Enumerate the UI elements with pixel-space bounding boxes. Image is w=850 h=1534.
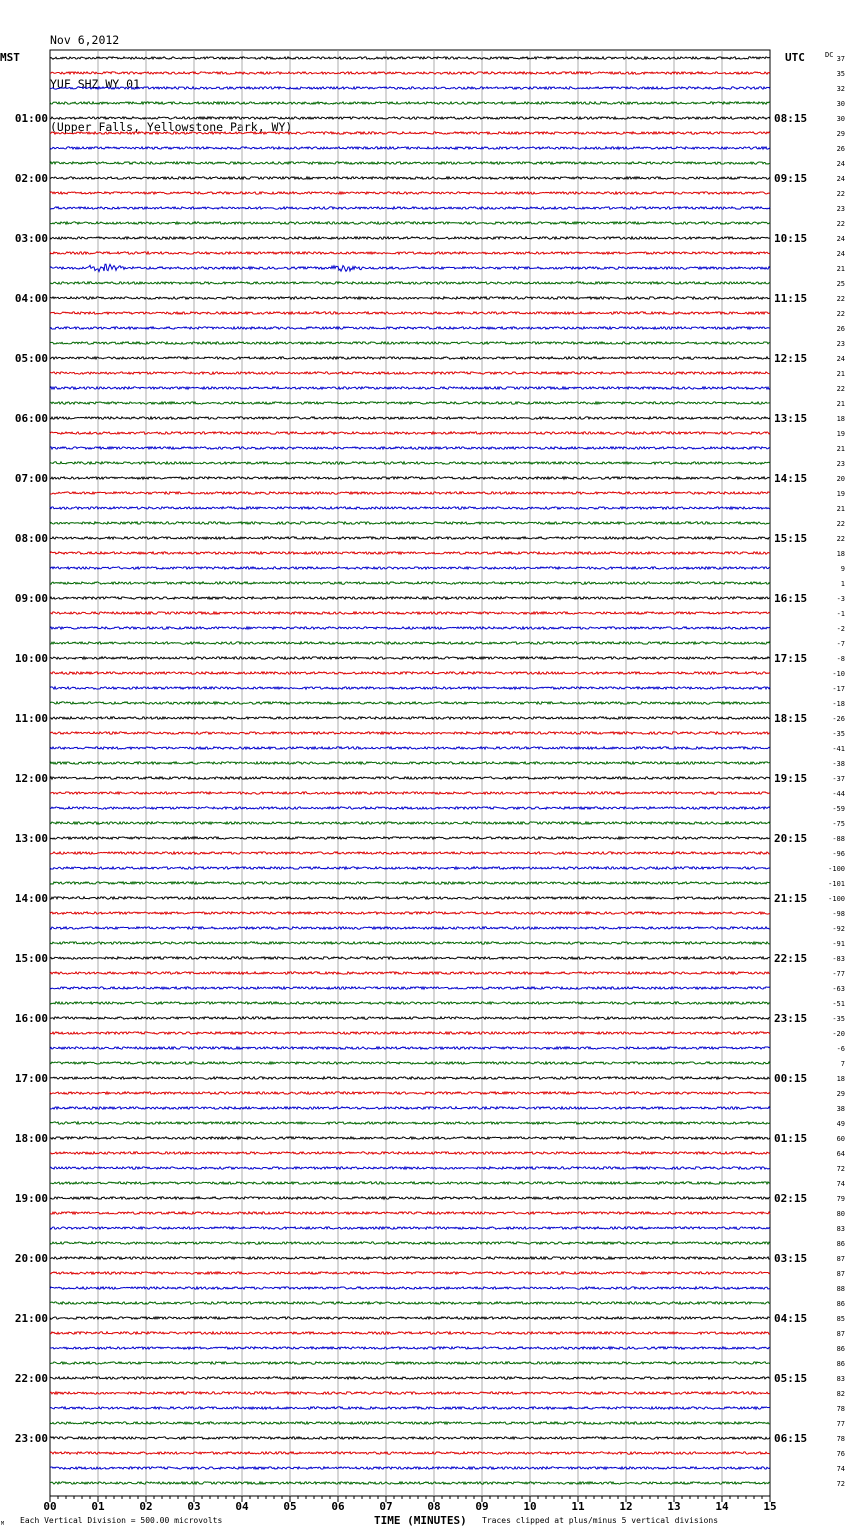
dc-offset-56: -100 — [828, 895, 845, 903]
dc-offset-13: 24 — [836, 250, 845, 258]
dc-offset-67: 7 — [840, 1060, 845, 1068]
trace-48 — [50, 777, 770, 779]
x-tick-label: 15 — [763, 1500, 777, 1513]
dc-offset-28: 20 — [836, 475, 845, 483]
trace-49 — [50, 792, 770, 794]
trace-67 — [50, 1062, 770, 1064]
dc-offset-71: 49 — [836, 1120, 845, 1128]
dc-offset-91: 77 — [836, 1420, 845, 1428]
trace-24 — [50, 417, 770, 419]
x-tick-label: 11 — [571, 1500, 585, 1513]
hour-label-left: 15:00 — [14, 952, 48, 965]
dc-offset-62: -63 — [832, 985, 845, 993]
dc-offset-43: -18 — [832, 700, 845, 708]
trace-70 — [50, 1107, 770, 1109]
hour-label-right: 22:15 — [774, 952, 808, 965]
dc-offset-11: 22 — [836, 220, 845, 228]
trace-60 — [50, 957, 770, 959]
trace-84 — [50, 1317, 770, 1319]
trace-6 — [50, 147, 770, 149]
dc-offset-26: 21 — [836, 445, 845, 453]
dc-offset-1: 35 — [836, 70, 845, 78]
hour-label-left: 01:00 — [14, 112, 48, 125]
trace-25 — [50, 432, 770, 434]
trace-71 — [50, 1122, 770, 1124]
trace-73 — [50, 1152, 770, 1154]
trace-65 — [50, 1032, 770, 1034]
trace-13 — [50, 252, 770, 254]
hour-label-right: 09:15 — [774, 172, 808, 185]
dc-offset-85: 87 — [836, 1330, 845, 1338]
dc-offset-81: 87 — [836, 1270, 845, 1278]
trace-39 — [50, 642, 770, 644]
dc-offset-52: -88 — [832, 835, 845, 843]
hour-label-right: 18:15 — [774, 712, 808, 725]
hour-label-right: 08:15 — [774, 112, 808, 125]
trace-21 — [50, 372, 770, 374]
corner-mark: M — [1, 1521, 5, 1527]
dc-offset-42: -17 — [832, 685, 845, 693]
dc-offset-87: 86 — [836, 1360, 845, 1368]
trace-47 — [50, 762, 770, 764]
trace-45 — [50, 732, 770, 734]
x-tick-label: 04 — [235, 1500, 249, 1513]
trace-74 — [50, 1167, 770, 1169]
trace-93 — [50, 1452, 770, 1454]
trace-61 — [50, 972, 770, 974]
xaxis-title: TIME (MINUTES) — [374, 1514, 467, 1527]
trace-87 — [50, 1362, 770, 1364]
trace-17 — [50, 312, 770, 314]
seismogram-traces — [50, 57, 770, 1484]
hour-label-left: 12:00 — [14, 772, 48, 785]
dc-offset-89: 82 — [836, 1390, 845, 1398]
scale-note: Each Vertical Division = 500.00 microvolts — [20, 1516, 223, 1525]
trace-64 — [50, 1017, 770, 1019]
dc-offset-16: 22 — [836, 295, 845, 303]
dc-offset-15: 25 — [836, 280, 845, 288]
dc-offset-59: -91 — [832, 940, 845, 948]
dc-offset-57: -98 — [832, 910, 845, 918]
hour-label-left: 19:00 — [14, 1192, 48, 1205]
trace-27 — [50, 462, 770, 464]
hour-label-right: 12:15 — [774, 352, 808, 365]
dc-offset-80: 87 — [836, 1255, 845, 1263]
dc-offset-4: 30 — [836, 115, 845, 123]
trace-69 — [50, 1092, 770, 1094]
x-tick-label: 14 — [715, 1500, 729, 1513]
trace-4 — [50, 117, 770, 119]
trace-75 — [50, 1182, 770, 1184]
trace-41 — [50, 672, 770, 674]
dc-offset-6: 26 — [836, 145, 845, 153]
trace-30 — [50, 507, 770, 509]
dc-offset-35: 1 — [840, 580, 845, 588]
dc-offset-37: -1 — [836, 610, 845, 618]
dc-offset-36: -3 — [836, 595, 845, 603]
dc-label: DC — [825, 51, 834, 59]
trace-46 — [50, 747, 770, 749]
trace-40 — [50, 657, 770, 659]
hour-label-left: 21:00 — [14, 1312, 48, 1325]
dc-offset-7: 24 — [836, 160, 845, 168]
dc-offset-73: 64 — [836, 1150, 845, 1158]
trace-89 — [50, 1392, 770, 1394]
dc-offset-53: -96 — [832, 850, 845, 858]
trace-2 — [50, 87, 770, 89]
trace-14 — [50, 264, 770, 271]
trace-26 — [50, 447, 770, 449]
trace-23 — [50, 402, 770, 404]
dc-offset-23: 21 — [836, 400, 845, 408]
x-tick-label: 08 — [427, 1500, 441, 1513]
dc-offset-79: 86 — [836, 1240, 845, 1248]
trace-90 — [50, 1407, 770, 1409]
header-station: YUF SHZ WY 01 — [50, 76, 141, 91]
dc-offset-65: -20 — [832, 1030, 845, 1038]
trace-94 — [50, 1467, 770, 1469]
dc-offset-0: 37 — [836, 55, 845, 63]
dc-offset-45: -35 — [832, 730, 845, 738]
x-tick-label: 13 — [667, 1500, 681, 1513]
trace-53 — [50, 852, 770, 854]
dc-offset-39: -7 — [836, 640, 845, 648]
hour-label-right: 00:15 — [774, 1072, 808, 1085]
dc-offset-22: 22 — [836, 385, 845, 393]
header-date: Nov 6,2012 — [50, 33, 120, 47]
trace-22 — [50, 387, 770, 389]
dc-offset-29: 19 — [836, 490, 845, 498]
trace-54 — [50, 867, 770, 869]
trace-57 — [50, 912, 770, 914]
hour-label-right: 05:15 — [774, 1372, 808, 1385]
dc-offset-92: 78 — [836, 1435, 845, 1443]
x-tick-label: 00 — [43, 1500, 57, 1513]
dc-offset-94: 74 — [836, 1465, 845, 1473]
trace-35 — [50, 582, 770, 584]
hour-label-right: 16:15 — [774, 592, 808, 605]
hour-label-left: 22:00 — [14, 1372, 48, 1385]
trace-34 — [50, 567, 770, 569]
hour-label-right: 14:15 — [774, 472, 808, 485]
dc-offset-19: 23 — [836, 340, 845, 348]
dc-offset-5: 29 — [836, 130, 845, 138]
hour-label-left: 17:00 — [14, 1072, 48, 1085]
dc-offset-46: -41 — [832, 745, 845, 753]
hour-label-right: 23:15 — [774, 1012, 808, 1025]
trace-91 — [50, 1422, 770, 1424]
hour-label-right: 02:15 — [774, 1192, 808, 1205]
trace-62 — [50, 987, 770, 989]
trace-82 — [50, 1287, 770, 1289]
dc-offset-40: -8 — [836, 655, 845, 663]
dc-offset-95: 72 — [836, 1480, 845, 1488]
dc-offset-68: 18 — [836, 1075, 845, 1083]
dc-offset-33: 18 — [836, 550, 845, 558]
trace-10 — [50, 207, 770, 209]
hour-label-left: 07:00 — [14, 472, 48, 485]
dc-offset-93: 76 — [836, 1450, 845, 1458]
x-tick-label: 09 — [475, 1500, 489, 1513]
trace-77 — [50, 1212, 770, 1214]
hour-label-left: 14:00 — [14, 892, 48, 905]
trace-38 — [50, 627, 770, 629]
trace-11 — [50, 222, 770, 224]
trace-9 — [50, 192, 770, 194]
trace-12 — [50, 237, 770, 239]
trace-43 — [50, 702, 770, 704]
dc-offset-61: -77 — [832, 970, 845, 978]
hour-label-right: 04:15 — [774, 1312, 808, 1325]
trace-92 — [50, 1437, 770, 1439]
hour-label-left: 08:00 — [14, 532, 48, 545]
x-tick-label: 03 — [187, 1500, 201, 1513]
dc-offset-2: 32 — [836, 85, 845, 93]
dc-offset-70: 38 — [836, 1105, 845, 1113]
dc-offset-58: -92 — [832, 925, 845, 933]
trace-44 — [50, 717, 770, 719]
trace-7 — [50, 162, 770, 164]
x-tick-label: 01 — [91, 1500, 105, 1513]
trace-50 — [50, 807, 770, 809]
trace-88 — [50, 1377, 770, 1379]
dc-offset-78: 83 — [836, 1225, 845, 1233]
dc-offset-77: 80 — [836, 1210, 845, 1218]
dc-offset-32: 22 — [836, 535, 845, 543]
x-tick-label: 06 — [331, 1500, 345, 1513]
trace-95 — [50, 1482, 770, 1484]
trace-0 — [50, 57, 770, 59]
dc-offset-34: 9 — [840, 565, 845, 573]
trace-52 — [50, 837, 770, 839]
dc-offset-82: 88 — [836, 1285, 845, 1293]
dc-offset-74: 72 — [836, 1165, 845, 1173]
dc-offset-31: 22 — [836, 520, 845, 528]
dc-offset-3: 30 — [836, 100, 845, 108]
dc-offset-60: -83 — [832, 955, 845, 963]
trace-33 — [50, 552, 770, 554]
hour-label-right: 19:15 — [774, 772, 808, 785]
x-tick-label: 12 — [619, 1500, 633, 1513]
hour-label-left: 09:00 — [14, 592, 48, 605]
trace-16 — [50, 297, 770, 299]
hour-label-right: 17:15 — [774, 652, 808, 665]
trace-63 — [50, 1002, 770, 1004]
trace-78 — [50, 1227, 770, 1229]
hour-label-right: 20:15 — [774, 832, 808, 845]
trace-59 — [50, 942, 770, 944]
dc-offset-18: 26 — [836, 325, 845, 333]
dc-offset-8: 24 — [836, 175, 845, 183]
dc-offset-88: 83 — [836, 1375, 845, 1383]
dc-offset-86: 86 — [836, 1345, 845, 1353]
trace-55 — [50, 882, 770, 884]
dc-offset-75: 74 — [836, 1180, 845, 1188]
hour-label-left: 18:00 — [14, 1132, 48, 1145]
trace-18 — [50, 327, 770, 329]
trace-76 — [50, 1197, 770, 1199]
dc-offset-51: -75 — [832, 820, 845, 828]
dc-offset-69: 29 — [836, 1090, 845, 1098]
dc-offset-48: -37 — [832, 775, 845, 783]
hour-label-left: 20:00 — [14, 1252, 48, 1265]
trace-36 — [50, 597, 770, 599]
x-tick-label: 10 — [523, 1500, 537, 1513]
trace-42 — [50, 687, 770, 689]
hour-label-left: 05:00 — [14, 352, 48, 365]
dc-offset-25: 19 — [836, 430, 845, 438]
trace-5 — [50, 132, 770, 134]
trace-56 — [50, 897, 770, 899]
dc-offset-24: 18 — [836, 415, 845, 423]
hour-label-left: 13:00 — [14, 832, 48, 845]
trace-51 — [50, 822, 770, 824]
trace-80 — [50, 1257, 770, 1259]
dc-offset-12: 24 — [836, 235, 845, 243]
dc-offset-27: 23 — [836, 460, 845, 468]
header-location: (Upper Falls, Yellowstone Park, WY) — [50, 120, 293, 134]
trace-58 — [50, 927, 770, 929]
hour-label-right: 13:15 — [774, 412, 808, 425]
trace-3 — [50, 102, 770, 104]
trace-29 — [50, 492, 770, 494]
dc-offset-41: -10 — [832, 670, 845, 678]
hour-label-right: 15:15 — [774, 532, 808, 545]
hour-label-left: 02:00 — [14, 172, 48, 185]
trace-68 — [50, 1077, 770, 1079]
trace-15 — [50, 282, 770, 284]
dc-offset-47: -38 — [832, 760, 845, 768]
clip-note: Traces clipped at plus/minus 5 vertical divisions — [482, 1516, 719, 1525]
hour-label-left: 03:00 — [14, 232, 48, 245]
dc-offset-44: -26 — [832, 715, 845, 723]
mst-label: MST — [0, 51, 20, 64]
trace-31 — [50, 522, 770, 524]
dc-offset-20: 24 — [836, 355, 845, 363]
hour-label-right: 01:15 — [774, 1132, 808, 1145]
dc-offset-49: -44 — [832, 790, 845, 798]
trace-32 — [50, 537, 770, 539]
hour-label-right: 11:15 — [774, 292, 808, 305]
dc-offset-66: -6 — [836, 1045, 845, 1053]
dc-offset-10: 23 — [836, 205, 845, 213]
hour-label-left: 10:00 — [14, 652, 48, 665]
trace-72 — [50, 1137, 770, 1139]
trace-86 — [50, 1347, 770, 1349]
dc-offset-63: -51 — [832, 1000, 845, 1008]
hour-label-left: 04:00 — [14, 292, 48, 305]
trace-19 — [50, 342, 770, 344]
hour-label-right: 10:15 — [774, 232, 808, 245]
dc-offset-90: 78 — [836, 1405, 845, 1413]
dc-offset-72: 60 — [836, 1135, 845, 1143]
dc-offset-21: 21 — [836, 370, 845, 378]
dc-offset-83: 86 — [836, 1300, 845, 1308]
trace-66 — [50, 1047, 770, 1049]
trace-85 — [50, 1332, 770, 1334]
dc-offset-76: 79 — [836, 1195, 845, 1203]
trace-8 — [50, 177, 770, 179]
x-tick-label: 05 — [283, 1500, 297, 1513]
trace-83 — [50, 1302, 770, 1304]
dc-offset-50: -59 — [832, 805, 845, 813]
trace-28 — [50, 477, 770, 479]
trace-79 — [50, 1242, 770, 1244]
utc-label: UTC — [785, 51, 805, 64]
hour-label-left: 06:00 — [14, 412, 48, 425]
x-tick-label: 07 — [379, 1500, 393, 1513]
dc-offset-64: -35 — [832, 1015, 845, 1023]
hour-label-left: 23:00 — [14, 1432, 48, 1445]
hour-label-right: 06:15 — [774, 1432, 808, 1445]
trace-1 — [50, 72, 770, 74]
dc-offset-17: 22 — [836, 310, 845, 318]
dc-offset-30: 21 — [836, 505, 845, 513]
trace-81 — [50, 1272, 770, 1274]
dc-offset-55: -101 — [828, 880, 845, 888]
hour-label-left: 11:00 — [14, 712, 48, 725]
dc-offset-9: 22 — [836, 190, 845, 198]
trace-20 — [50, 357, 770, 359]
trace-37 — [50, 612, 770, 614]
hour-label-right: 21:15 — [774, 892, 808, 905]
x-tick-label: 02 — [139, 1500, 153, 1513]
hour-label-right: 03:15 — [774, 1252, 808, 1265]
dc-offset-84: 85 — [836, 1315, 845, 1323]
hour-label-left: 16:00 — [14, 1012, 48, 1025]
axis-labels — [15, 55, 845, 1513]
dc-offset-38: -2 — [836, 625, 845, 633]
dc-offset-14: 21 — [836, 265, 845, 273]
dc-offset-54: -100 — [828, 865, 845, 873]
